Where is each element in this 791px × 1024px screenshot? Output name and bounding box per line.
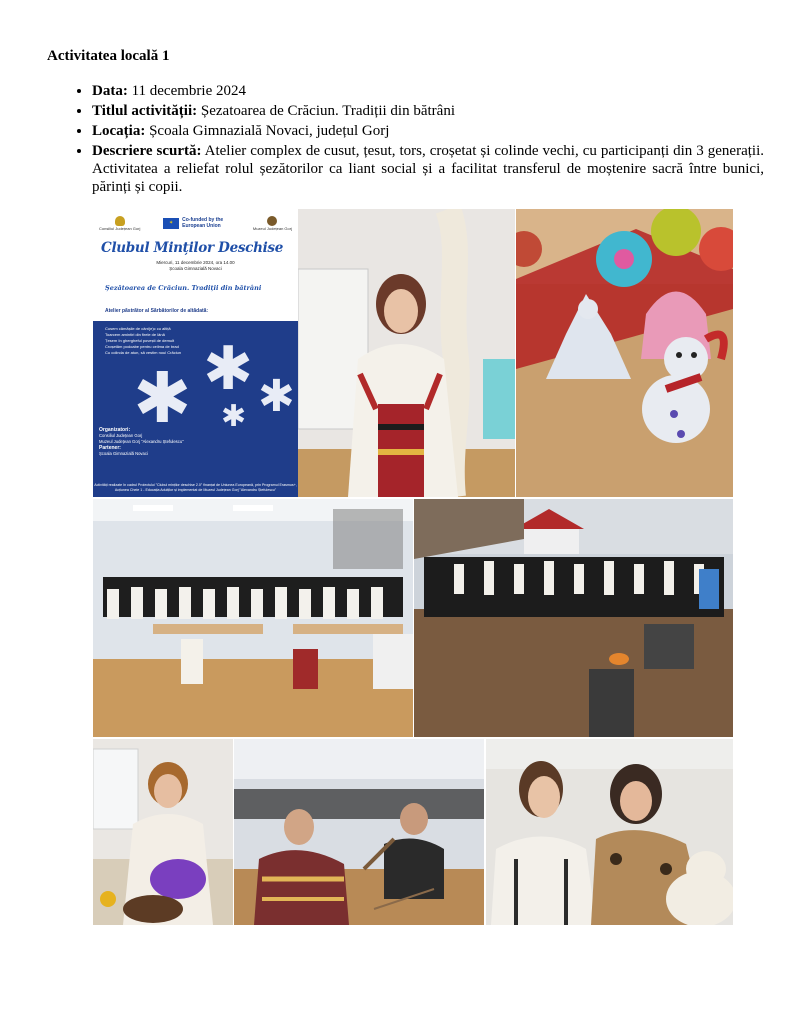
crochet-star-icon: ✱: [133, 361, 192, 438]
crochet-star-icon: ✱: [258, 372, 295, 421]
event-poster: [93, 209, 298, 497]
description-value: Atelier complex de cusut, țesut, tors, croșetat și colinde vechi, cu participanți din 3 generații. Activitatea a reliefat rolul șezătorilor ca liant social și a facilitat transferul de moștenire sacră între bunici, părinți și copii.: [92, 143, 764, 195]
description-label: Descriere scurtă:: [92, 143, 202, 159]
org-item: Muzeul Județean Gorj "Alexandru Ștefulescu": [99, 439, 184, 444]
list-item-location: [92, 122, 764, 140]
photo-classroom-group: [93, 499, 413, 737]
poster-activity-list: [105, 326, 181, 356]
list-item-title: [92, 102, 764, 120]
museum-logo: [253, 216, 292, 231]
location-value: Școala Gimnazială Novaci, județul Gorj: [145, 123, 390, 139]
logo-right-text: Muzeul Județean Gorj: [252, 225, 292, 231]
photo-woman-spinning: [298, 209, 515, 497]
poster-list-item: Cu colinda de atun, să vestim noul Crăciun: [105, 350, 182, 355]
list-item-date: [92, 82, 764, 100]
org-item: Consiliul Județean Gorj: [99, 433, 143, 438]
crochet-star-icon: ✱: [221, 400, 247, 433]
poster-date-line: Miercuri, 11 decembrie 2024, ora 14.00: [156, 260, 235, 265]
eu-flag-icon: ✶: [163, 218, 179, 229]
logo-left-text: Consiliul Județean Gorj: [99, 225, 141, 231]
location-label: Locația:: [92, 123, 146, 139]
poster-title: Clubul Minților Deschise: [101, 240, 284, 256]
eu-logo: [163, 217, 230, 229]
eu-text: Co-funded by the European Union: [182, 217, 224, 229]
poster-list-item: Cusem cămășile de cânt(e)c cu altiță: [105, 326, 171, 331]
title-value: Șezatoarea de Crăciun. Tradiții din bătrâni: [197, 103, 455, 119]
section-heading: Activitatea locală 1: [47, 48, 170, 64]
county-council-logo: [99, 216, 140, 231]
title-label: Titlul activității:: [92, 103, 198, 119]
photo-man-weaving: [234, 739, 484, 925]
partner-label: Partener:: [99, 445, 121, 451]
poster-list-item: Croșetăm podoabe pentru ceilma de brad: [105, 344, 179, 349]
poster-organizers: [99, 427, 184, 457]
photo-woman-knitting: [93, 739, 233, 925]
partner-item: Școala Gimnazială Novaci: [99, 451, 148, 456]
list-item-description: [92, 142, 764, 196]
poster-date: [93, 260, 298, 272]
activity-details-list: [72, 82, 764, 198]
poster-footer: Activități realizate în cadrul Proiectului "Clubul minților deschise 2.0" finanțat de Uniunea Europeană, prin Programul Erasmus+, Acțiunea Cheie 1 - Educația Adulților și implementat de Muzeul Județean Gorj "Alexandru Ștefulescu": [94, 483, 297, 492]
poster-place-line: Școala Gimnazială Novaci: [169, 266, 222, 271]
photo-crochet-ornaments: [516, 209, 733, 497]
org-label: Organizatori:: [99, 427, 131, 433]
crochet-star-icon: ✱: [203, 336, 254, 402]
date-value: 11 decembrie 2024: [127, 83, 246, 99]
photo-girl-grandmother-wool: [486, 739, 733, 925]
date-label: Data:: [92, 83, 128, 99]
poster-list-item: Țesem în ghergheful povești de demult: [105, 338, 175, 343]
poster-list-item: Toarcem amintiri din firele de lână: [105, 332, 165, 337]
poster-subtitle: Șezătoarea de Crăciun. Tradiții din bătrâni: [105, 284, 262, 292]
photo-outdoor-circle: [414, 499, 733, 737]
poster-atelier: Atelier păstrător al Sărbătorilor de altădată:: [105, 308, 209, 314]
